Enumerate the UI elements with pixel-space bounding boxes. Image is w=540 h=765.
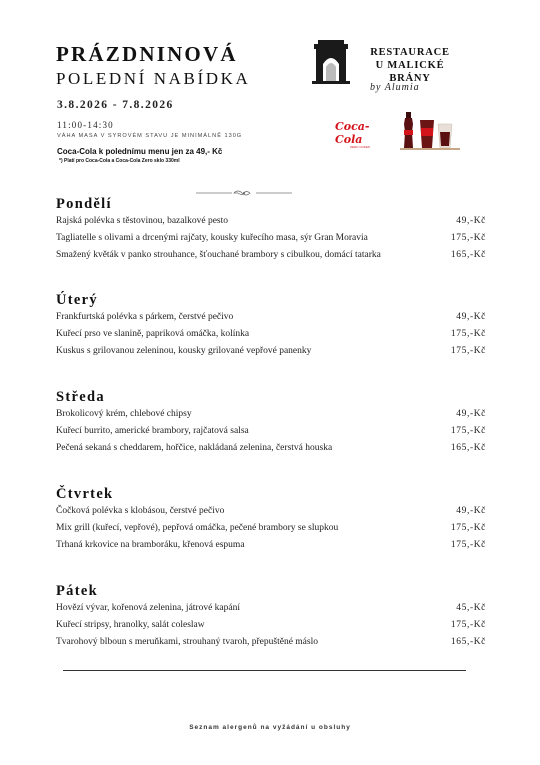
restaurant-name-line1: RESTAURACE xyxy=(370,47,450,58)
dish-name: Smažený květák v panko strouhance, šťouchané brambory s cibulkou, domácí tatarka xyxy=(56,250,381,260)
menu-item xyxy=(56,637,488,654)
day-heading: Úterý xyxy=(56,292,98,308)
menu-item xyxy=(56,346,488,363)
day-heading: Středa xyxy=(56,389,105,405)
date-range: 3.8.2026 - 7.8.2026 xyxy=(57,99,174,111)
dish-name: Tvarohový blboun s meruňkami, strouhaný tvaroh, přepuštěné máslo xyxy=(56,637,318,647)
dish-name: Kuřecí prso ve slanině, papriková omáčka, kolínka xyxy=(56,329,250,339)
dish-name: Frankfurtská polévka s párkem, čerstvé pečivo xyxy=(56,312,234,322)
menu-item xyxy=(56,620,488,637)
dish-name: Rajská polévka s těstovinou, bazalkové pesto xyxy=(56,216,229,226)
dish-price: 175,-Kč xyxy=(450,233,486,243)
dish-name: Brokolicový krém, chlebové chipsy xyxy=(56,409,192,419)
dish-name: Hovězí vývar, kořenová zelenina, játrové kapání xyxy=(56,603,240,613)
day-heading: Pondělí xyxy=(56,196,112,212)
coca-cola-wordmark: Coca-Cola xyxy=(335,120,370,146)
page-title: PRÁZDNINOVÁ xyxy=(56,42,238,66)
dish-price: 165,-Kč xyxy=(450,443,486,453)
day-tuesday xyxy=(56,292,488,363)
menu-item xyxy=(56,523,488,540)
menu-item xyxy=(56,216,488,233)
coca-cola-logo xyxy=(335,120,385,149)
dish-name: Kuskus s grilovanou zeleninou, kousky grilované vepřové panenky xyxy=(56,346,312,356)
menu-item xyxy=(56,603,488,620)
dish-price: 49,-Kč xyxy=(456,506,486,516)
dish-price: 45,-Kč xyxy=(456,603,486,613)
restaurant-name-line2: U MALICKÉ BRÁNY xyxy=(375,60,445,84)
menu-item xyxy=(56,312,488,329)
menu-item xyxy=(56,233,488,250)
cola-offer-note: *) Platí pro Coca-Cola a Coca-Cola Zero sklo 330ml xyxy=(59,158,180,164)
dish-price: 165,-Kč xyxy=(450,637,486,647)
menu-item xyxy=(56,329,488,346)
dish-price: 175,-Kč xyxy=(450,620,486,630)
bottom-divider xyxy=(63,670,466,671)
meat-weight-note: VÁHA MASA V SYROVÉM STAVU JE MINIMÁLNĚ 130G xyxy=(57,133,243,139)
dish-name: Kuřecí stripsy, hranolky, salát coleslaw xyxy=(56,620,205,630)
dish-name: Kuřecí burrito, americké brambory, rajčatová salsa xyxy=(56,426,249,436)
dish-price: 175,-Kč xyxy=(450,329,486,339)
day-friday xyxy=(56,583,488,654)
menu-item xyxy=(56,250,488,267)
coca-cola-sub: ZERO COKES xyxy=(350,145,370,149)
day-wednesday xyxy=(56,389,488,460)
day-heading: Pátek xyxy=(56,583,98,599)
cola-bottles-icon xyxy=(400,110,460,150)
dish-name: Trhaná krkovice na bramboráku, křenová espuma xyxy=(56,540,245,550)
page-subtitle: POLEDNÍ NABÍDKA xyxy=(56,69,251,88)
menu-item xyxy=(56,443,488,460)
dish-price: 49,-Kč xyxy=(456,216,486,226)
dish-name: Čočková polévka s klobásou, čerstvé pečivo xyxy=(56,506,225,516)
restaurant-byline: by Alumia xyxy=(370,82,420,93)
day-heading: Čtvrtek xyxy=(56,486,114,502)
dish-price: 175,-Kč xyxy=(450,426,486,436)
menu-item xyxy=(56,506,488,523)
dish-price: 175,-Kč xyxy=(450,523,486,533)
dish-name: Tagliatelle s olivami a drcenými rajčaty, kousky kuřecího masa, sýr Gran Moravia xyxy=(56,233,368,243)
menu-item xyxy=(56,409,488,426)
menu-item xyxy=(56,540,488,557)
dish-name: Mix grill (kuřecí, vepřové), pepřová omáčka, pečené brambory se slupkou xyxy=(56,523,339,533)
dish-name: Pečená sekaná s cheddarem, hořčice, nakládaná zelenina, čerstvá houska xyxy=(56,443,333,453)
day-monday xyxy=(56,196,488,267)
allergen-note: Seznam alergenů na vyžádání u obsluhy xyxy=(189,724,351,731)
gate-icon xyxy=(312,40,350,84)
opening-hours: 11:00-14:30 xyxy=(57,120,114,130)
dish-price: 49,-Kč xyxy=(456,409,486,419)
dish-price: 49,-Kč xyxy=(456,312,486,322)
menu-item xyxy=(56,426,488,443)
dish-price: 165,-Kč xyxy=(450,250,486,260)
dish-price: 175,-Kč xyxy=(450,540,486,550)
day-thursday xyxy=(56,486,488,557)
restaurant-logo xyxy=(312,40,462,98)
dish-price: 175,-Kč xyxy=(450,346,486,356)
restaurant-name xyxy=(358,46,462,85)
cola-offer: Coca-Cola k polednímu menu jen za 49,- Kč xyxy=(57,147,223,156)
